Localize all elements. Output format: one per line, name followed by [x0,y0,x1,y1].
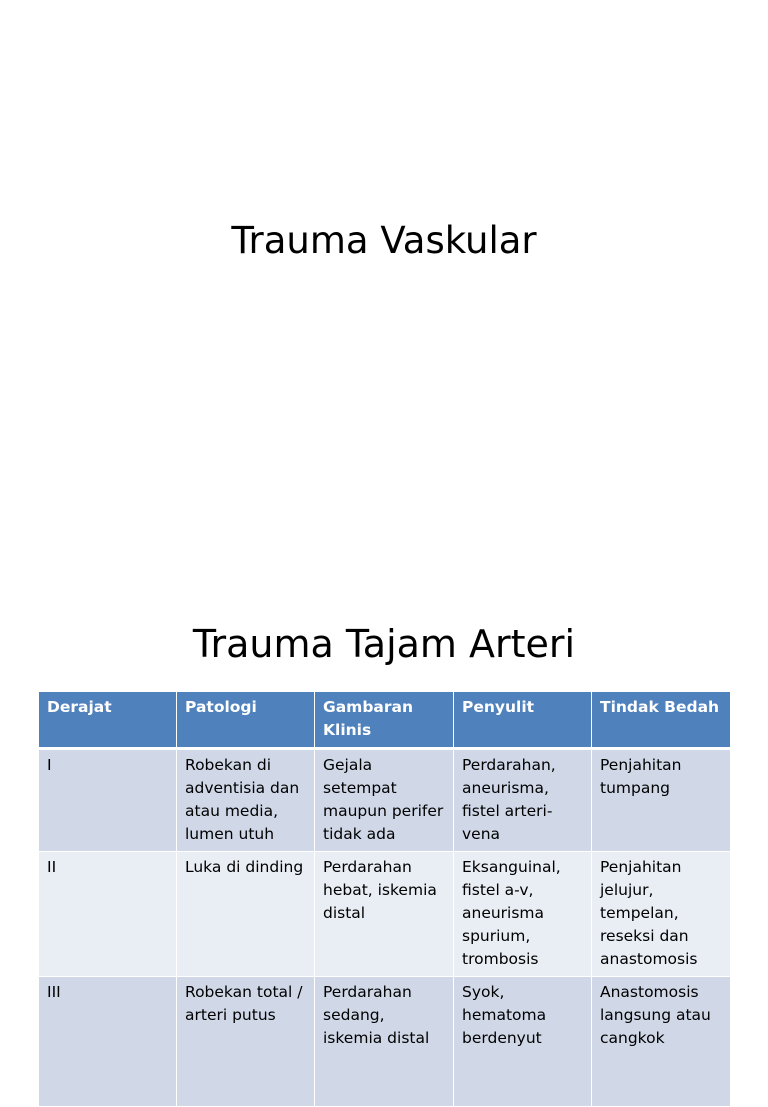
slide-grade-table [0,576,768,1047]
header-gambaran-klinis: Gambaran Klinis [315,692,454,749]
cell-patologi: Robekan di adventisia dan atau media, lumen utuh [177,749,315,852]
cell-tindak-bedah: Penjahitan jelujur, tempelan, reseksi dan anastomosis [592,852,731,977]
cell-gambaran-klinis: Perdarahan sedang, iskemia distal [315,977,454,1107]
header-derajat: Derajat [39,692,177,749]
cell-gambaran-klinis: Gejala setempat maupun perifer tidak ada [315,749,454,852]
cell-patologi: Robekan total / arteri putus [177,977,315,1107]
cell-tindak-bedah: Anastomosis langsung atau cangkok [592,977,731,1107]
cell-tindak-bedah: Penjahitan tumpang [592,749,731,852]
table-row [39,977,731,1107]
table-header-row [39,692,731,749]
cell-gambaran-klinis: Perdarahan hebat, iskemia distal [315,852,454,977]
header-penyulit: Penyulit [454,692,592,749]
cell-derajat: III [39,977,177,1107]
header-patologi: Patologi [177,692,315,749]
cell-patologi: Luka di dinding [177,852,315,977]
grade-table [38,691,731,1107]
cell-penyulit: Perdarahan, aneurisma, fistel arteri-vena [454,749,592,852]
slide-title: Trauma Vaskular [231,219,537,262]
cell-derajat: II [39,852,177,977]
cell-penyulit: Syok, hematoma berdenyut [454,977,592,1107]
cell-derajat: I [39,749,177,852]
table-row [39,749,731,852]
slide-title: Trauma Tajam Arteri [192,622,576,666]
header-tindak-bedah: Tindak Bedah [592,692,731,749]
table-row [39,852,731,977]
cell-penyulit: Eksanguinal, fistel a-v, aneurisma spurium, trombosis [454,852,592,977]
